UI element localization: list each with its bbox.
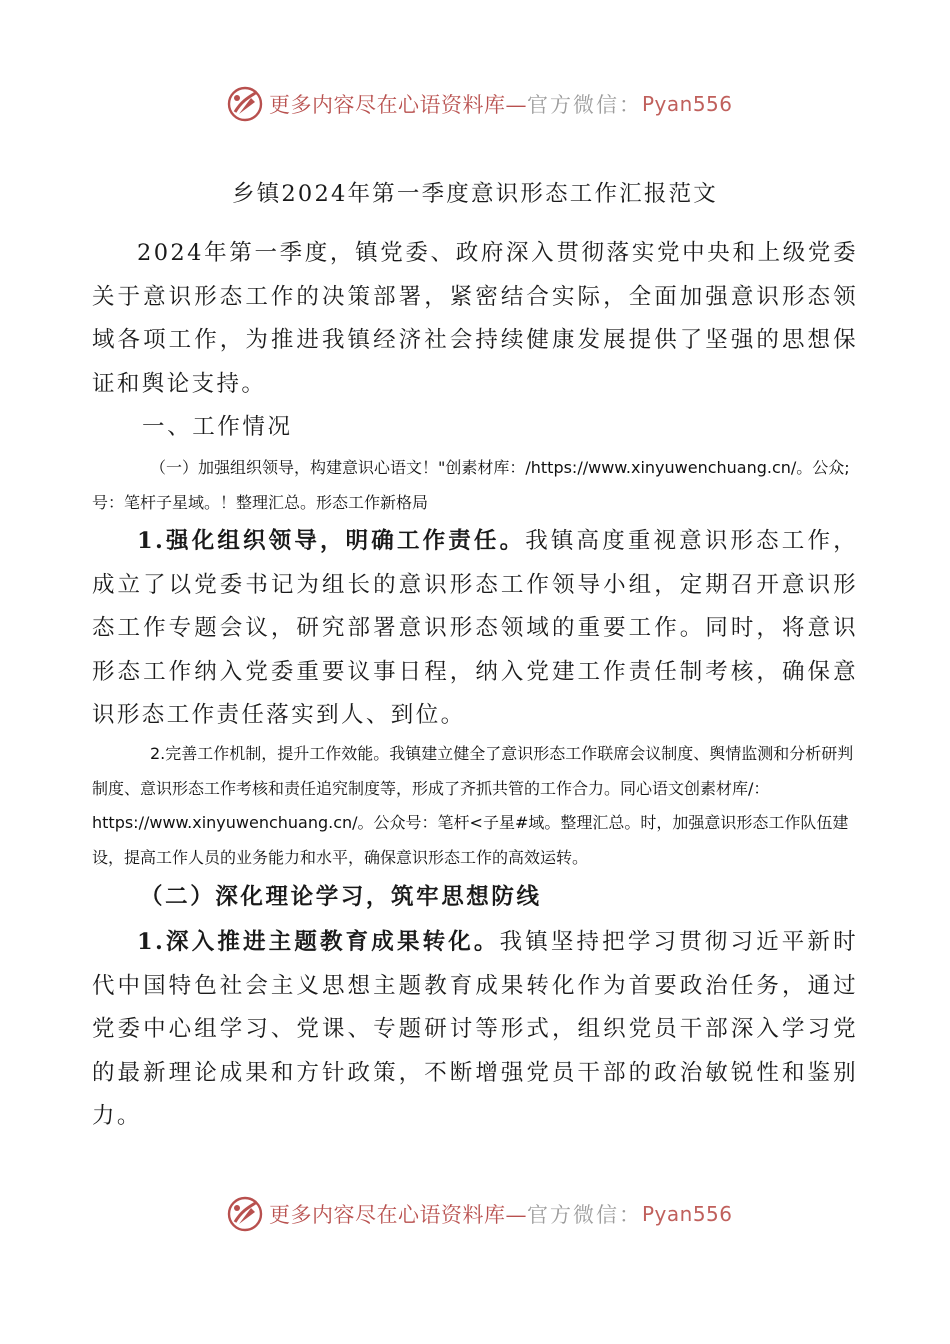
sub2-heading: （二）深化理论学习，筑牢思想防线	[140, 884, 542, 910]
sub1-heading: （一）加强组织领导，构建意识心语文！"创素材库：/https://www.xinyuwenchuang.cn/。公众;号：笔杆子星域。！整理汇总。形态工作新格局	[92, 458, 850, 512]
item1-lead: 1.强化组织领导，明确工作责任。	[137, 528, 526, 554]
footer-banner	[225, 1194, 733, 1234]
wechat-label: 官方微信：	[527, 93, 642, 117]
item1-block	[92, 520, 858, 738]
item3-lead: 1.深入推进主题教育成果转化。	[137, 929, 500, 955]
item3-block	[92, 921, 858, 1139]
intro-paragraph: 2024年第一季度，镇党委、政府深入贯彻落实党中央和上级党委关于意识形态工作的决策部署，紧密结合实际，全面加强意识形态领域各项工作，为推进我镇经济社会持续健康发展提供了坚强的思想保证和舆论支持。	[92, 240, 858, 397]
item2-paragraph: 2.完善工作机制，提升工作效能。我镇建立健全了意识形态工作联席会议制度、舆情监测和分析研判制度、意识形态工作考核和责任追究制度等，形成了齐抓共管的工作合力。同心语文创素材库/：https://www.xinyuwenchuang.cn/。公众号：笔杆<子星#域。整理汇总。时，加强意识形态工作队伍建设，提高工作人员的业务能力和水平，确保意识形态工作的高效运转。	[92, 744, 854, 867]
item3-text: 我镇坚持把学习贯彻习近平新时代中国特色社会主义思想主题教育成果转化作为首要政治任务，通过党委中心组学习、党课、专题研讨等形式，组织党员干部深入学习党的最新理论成果和方针政策，不断增强党员干部的政治敏锐性和鉴别力。	[92, 929, 858, 1129]
sub1-block	[92, 451, 858, 520]
wechat-label: 官方微信：	[527, 1203, 642, 1227]
section1-heading: 一、工作情况	[142, 414, 293, 440]
wechat-id: Pyan556	[642, 92, 733, 116]
document-title: 乡镇2024年第一季度意识形态工作汇报范文	[232, 181, 718, 207]
logo-icon	[225, 1194, 265, 1234]
promo-text: 更多内容尽在心语资料库—	[269, 93, 527, 117]
wechat-id: Pyan556	[642, 1202, 733, 1226]
promo-text: 更多内容尽在心语资料库—	[269, 1203, 527, 1227]
item3-paragraph	[92, 921, 858, 1139]
item1-text: 我镇高度重视意识形态工作，成立了以党委书记为组长的意识形态工作领导小组，定期召开意识形态工作专题会议，研究部署意识形态领域的重要工作。同时，将意识形态工作纳入党委重要议事日程，纳入党建工作责任制考核，确保意识形态工作责任落实到人、到位。	[92, 528, 859, 728]
logo-icon	[225, 84, 265, 124]
sub2-block	[92, 876, 858, 920]
intro-block	[92, 232, 858, 406]
item1-paragraph	[92, 520, 858, 738]
item2-block	[92, 737, 858, 875]
header-banner	[225, 84, 733, 124]
section1-block	[92, 406, 858, 450]
